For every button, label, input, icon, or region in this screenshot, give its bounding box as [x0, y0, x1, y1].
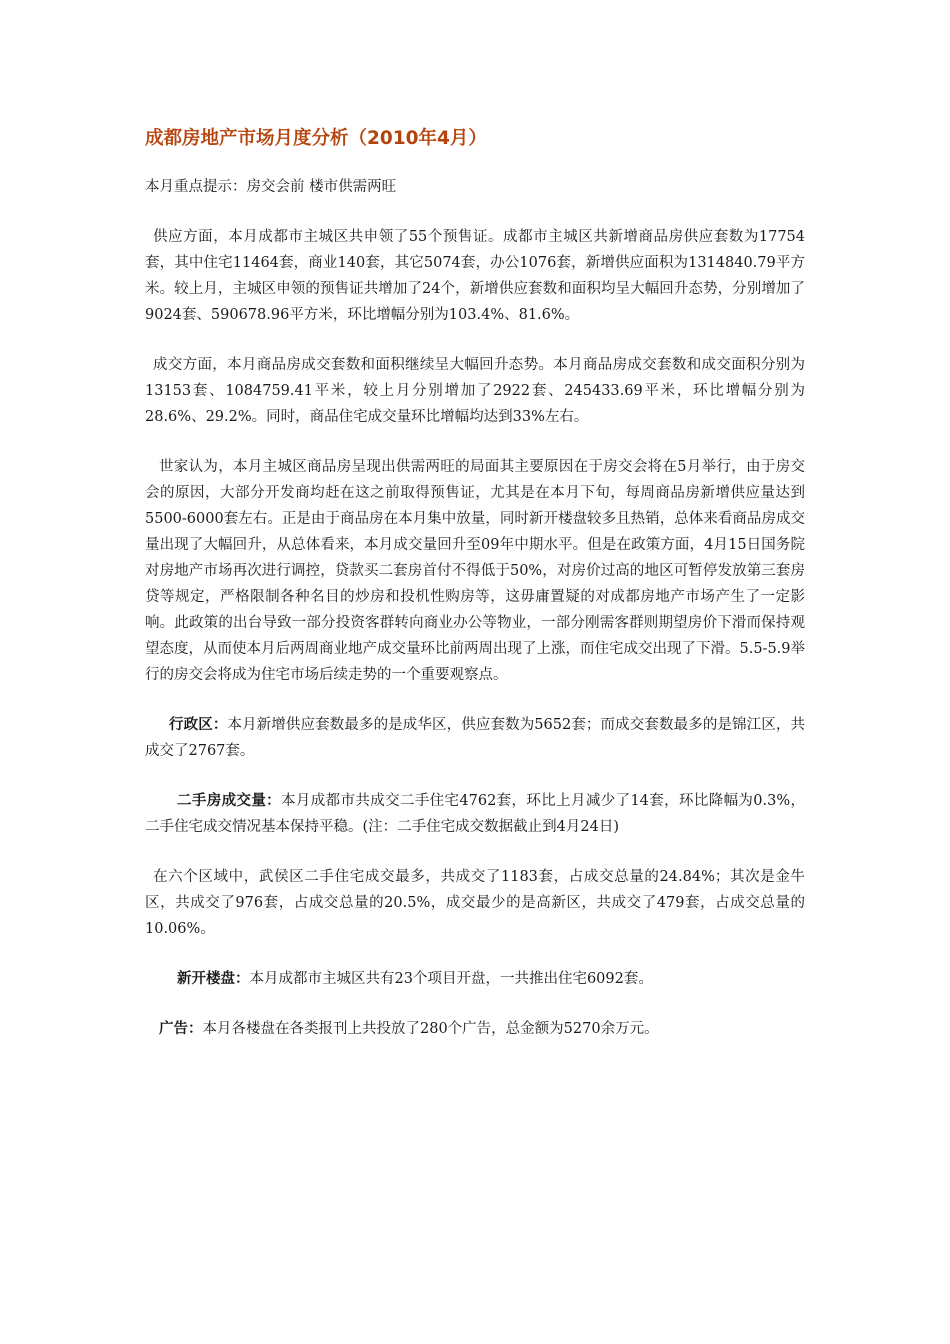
key-highlight: 本月重点提示：房交会前 楼市供需两旺 [145, 179, 397, 195]
second-hand-label: 二手房成交量： [177, 793, 282, 809]
new-projects-paragraph [145, 966, 805, 992]
new-projects-label: 新开楼盘： [177, 971, 250, 987]
new-projects-text: 本月成都市主城区共有23个项目开盘，一共推出住宅6092套。 [249, 971, 653, 987]
transaction-paragraph: 成交方面，本月商品房成交套数和面积继续呈大幅回升态势。本月商品房成交套数和成交面积分别为13153套、1084759.41平米，较上月分别增加了2922套、245433.69平米，环比增幅分别为28.6%、29.2%。同时，商品住宅成交量环比增幅均达到33%左右。 [145, 357, 805, 425]
district-label: 行政区： [169, 717, 228, 733]
analysis-paragraph: 世家认为，本月主城区商品房呈现出供需两旺的局面其主要原因在于房交会将在5月举行，由于房交会的原因，大部分开发商均赶在这之前取得预售证，尤其是在本月下旬，每周商品房新增供应量达到5500-6000套左右。正是由于商品房在本月集中放量，同时新开楼盘较多且热销，总体来看商品房成交量出现了大幅回升，从总体看来，本月成交量回升至09年中期水平。但是在政策方面，4月15日国务院对房地产市场再次进行调控，贷款买二套房首付不得低于50%，对房价过高的地区可暂停发放第三套房贷等规定，严格限制各种名目的炒房和投机性购房等，这毋庸置疑的对成都房地产市场产生了一定影响。此政策的出台导致一部分投资客群转向商业办公等物业，一部分刚需客群则期望房价下滑而保持观望态度，从而使本月后两周商业地产成交量环比前两周出现了上涨，而住宅成交出现了下滑。5.5-5.9举行的房交会将成为住宅市场后续走势的一个重要观察点。 [145, 459, 806, 683]
ads-label: 广告： [159, 1021, 203, 1037]
ads-text: 本月各楼盘在各类报刊上共投放了280个广告，总金额为5270余万元。 [202, 1021, 659, 1037]
district-paragraph [145, 712, 805, 764]
second-hand-paragraph [145, 788, 805, 840]
supply-paragraph: 供应方面，本月成都市主城区共申领了55个预售证。成都市主城区共新增商品房供应套数为17754套，其中住宅11464套，商业140套，其它5074套，办公1076套，新增供应面积为1314840.79平方米。较上月，主城区申领的预售证共增加了24个，新增供应套数和面积均呈大幅回升态势，分别增加了9024套、590678.96平方米，环比增幅分别为103.4%、81.6%。 [145, 229, 805, 323]
six-regions-paragraph: 在六个区域中，武侯区二手住宅成交最多，共成交了1183套，占成交总量的24.84%；其次是金牛区，共成交了976套，占成交总量的20.5%，成交最少的是高新区，共成交了479套，占成交总量的10.06%。 [145, 869, 805, 937]
page-title: 成都房地产市场月度分析（2010年4月） [145, 128, 487, 149]
ads-paragraph [145, 1016, 805, 1042]
second-hand-text: 本月成都市共成交二手住宅4762套，环比上月减少了14套，环比降幅为0.3%，二手住宅成交情况基本保持平稳。(注：二手住宅成交数据截止到4月24日) [145, 793, 806, 835]
document-page [145, 124, 805, 1066]
district-text: 本月新增供应套数最多的是成华区，供应套数为5652套；而成交套数最多的是锦江区，共成交了2767套。 [145, 717, 805, 759]
